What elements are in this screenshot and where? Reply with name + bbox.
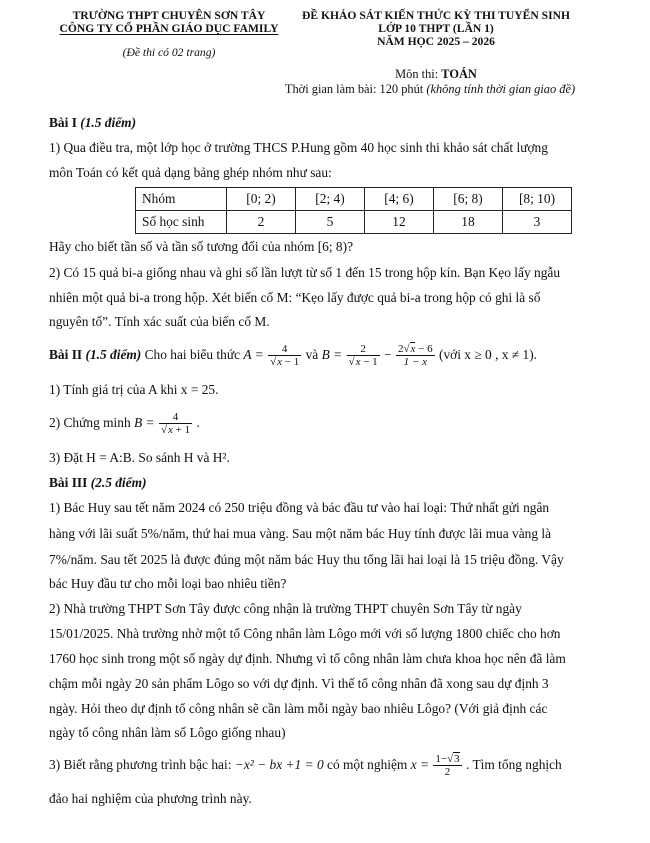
expr-b2-numerator: 2√x − 6 bbox=[397, 343, 433, 356]
bai3-heading bbox=[49, 471, 604, 495]
minus-sign: − bbox=[384, 347, 392, 362]
expr-a-lhs: A = bbox=[243, 347, 264, 362]
bai3-p2-line5: ngày. Hỏi theo dự định tổ công nhân sẽ cần làm mỗi ngày bao nhiêu Lôgo? (Với giả định các bbox=[49, 701, 548, 716]
bai1-q2-line2: nhiên một quả bi-a trong hộp. Xét biến cố M: “Kẹo lấy được quả bi-a trong hộp có ghi là số bbox=[49, 290, 541, 305]
bai2-points: (1.5 điểm) bbox=[85, 347, 142, 362]
subject-value: TOÁN bbox=[441, 67, 477, 81]
bai2-heading bbox=[49, 341, 604, 369]
expr-b-lhs: B = bbox=[321, 347, 343, 362]
exam-year: NĂM HỌC 2025 – 2026 bbox=[377, 35, 495, 48]
bai1-heading bbox=[49, 111, 604, 135]
bai2-condition: (với x ≥ 0 , x ≠ 1). bbox=[438, 347, 538, 362]
expr-a-numerator: 4 bbox=[268, 343, 301, 356]
bai3-p1-line2: hàng với lãi suất 5%/năm, thứ hai mua vàng. Sau một năm bác Huy tính được lãi mua vàng là bbox=[49, 526, 552, 541]
root-fraction: $\frac{1-√3}{2}$ bbox=[435, 753, 460, 779]
table-group-cell: [2; 4) bbox=[296, 188, 365, 211]
bai1-q2-line1: 2) Có 15 quả bi-a giống nhau và ghi số lần lượt từ số 1 đến 15 trong hộp kín. Bạn Kẹo lấy ngẫu bbox=[49, 265, 561, 280]
expr-a-fraction bbox=[268, 343, 301, 368]
expr-b1-numerator: 2 bbox=[347, 343, 380, 356]
bai3-p3-line2: đảo hai nghiệm của phương trình này. bbox=[49, 791, 252, 806]
bai3-p2-line4: chậm mỗi ngày 20 sản phẩm Lôgo so với dự định. Vì thế tổ công nhân đã xong sau dự định 3 bbox=[49, 676, 549, 691]
bai3-p2-line6: ngày tổ công nhân làm số Lôgo giống nhau) bbox=[49, 725, 286, 740]
bai2-q3: 3) Đặt H = A:B. So sánh H và H². bbox=[49, 450, 230, 465]
header-left bbox=[44, 9, 294, 59]
table-group-cell: [6; 8) bbox=[434, 188, 503, 211]
expr-a-denominator: √x − 1 bbox=[270, 356, 300, 369]
table-group-cell: [8; 10) bbox=[503, 188, 572, 211]
header-right bbox=[300, 9, 572, 48]
bai2-q1: 1) Tính giá trị của A khi x = 25. bbox=[49, 382, 219, 397]
root-lhs: x = bbox=[410, 757, 430, 772]
bai3-p3-line1: 3) Biết rằng phương trình bậc hai: −x² − bx +1 = 0 có một nghiệm x = $\frac{1-√3}{2}$ . Tìm tổng nghịch bbox=[49, 753, 562, 779]
group-table bbox=[135, 187, 572, 234]
subject-label: Môn thi: bbox=[395, 67, 439, 81]
quadratic-equation: −x² − bx +1 = 0 bbox=[234, 757, 324, 772]
bai1-q1-question: Hãy cho biết tần số và tần số tương đối của nhóm [6; 8)? bbox=[49, 239, 354, 254]
table-group-cell: [0; 2) bbox=[227, 188, 296, 211]
table-count-cell: 3 bbox=[503, 211, 572, 234]
expr-b-fraction2 bbox=[396, 343, 435, 368]
q2-lhs: B = bbox=[134, 415, 155, 430]
bai2-intro: Cho hai biểu thức bbox=[144, 347, 241, 362]
bai1-points: (1.5 điểm) bbox=[80, 115, 137, 130]
table-count-cell: 2 bbox=[227, 211, 296, 234]
bai1-q1-line1: 1) Qua điều tra, một lớp học ở trường THCS P.Hung gồm 40 học sinh thi khảo sát chất lượng bbox=[49, 140, 548, 155]
table-row bbox=[136, 211, 572, 234]
expr-b-fraction1 bbox=[347, 343, 380, 368]
bai3-points: (2.5 điểm) bbox=[90, 475, 147, 490]
bai1-q2-line3: nguyên tố”. Tính xác suất của biến cố M. bbox=[49, 314, 270, 329]
table-header-cell: Nhóm bbox=[136, 188, 227, 211]
exam-grade: LỚP 10 THPT (LẦN 1) bbox=[378, 22, 494, 35]
table-count-cell: 5 bbox=[296, 211, 365, 234]
table-group-cell: [4; 6) bbox=[365, 188, 434, 211]
bai3-p1-line3: 7%/năm. Sau tết 2025 là được đúng một năm bác Huy thu tổng lãi hai loại là 15 triệu đồng. Vậy bbox=[49, 552, 564, 567]
bai3-title: Bài III bbox=[49, 475, 88, 490]
table-count-cell: 18 bbox=[434, 211, 503, 234]
q2-fraction: $\frac{4}{√x + 1}$ bbox=[160, 411, 191, 437]
bai3-p2-line3: 1760 học sinh trong một số ngày dự định. Nhưng vì tổ công nhân làm chưa khoa học nên đã làm bbox=[49, 651, 566, 666]
page-count-note: (Đề thi có 02 trang) bbox=[122, 46, 216, 59]
expr-b2-denominator: 1 − x bbox=[403, 356, 427, 369]
subject-line bbox=[300, 67, 572, 82]
exam-title: ĐỀ KHẢO SÁT KIẾN THỨC KỲ THI TUYỂN SINH bbox=[301, 9, 570, 22]
expr-b1-denominator: √x − 1 bbox=[348, 356, 378, 369]
bai1-title: Bài I bbox=[49, 115, 77, 130]
bai3-p2-line1: 2) Nhà trường THPT Sơn Tây được công nhận là trường THPT chuyên Sơn Tây từ ngày bbox=[49, 601, 522, 616]
bai2-title: Bài II bbox=[49, 347, 83, 362]
and-word: và bbox=[305, 347, 319, 362]
time-note: (không tính thời gian giao đề) bbox=[426, 82, 576, 96]
bai1-q1-line2: môn Toán có kết quả dạng bảng ghép nhóm như sau: bbox=[49, 165, 332, 180]
bai2-q2: 2) Chứng minh B = $\frac{4}{√x + 1}$ . bbox=[49, 411, 200, 437]
table-header-cell: Số học sinh bbox=[136, 211, 227, 234]
table-count-cell: 12 bbox=[365, 211, 434, 234]
school-name: TRƯỜNG THPT CHUYÊN SƠN TÂY bbox=[72, 9, 266, 22]
time-text: Thời gian làm bài: 120 phút bbox=[284, 82, 424, 96]
time-line bbox=[220, 82, 640, 97]
table-row bbox=[136, 188, 572, 211]
company-name: CÔNG TY CỔ PHẦN GIÁO DỤC FAMILY bbox=[59, 22, 279, 35]
bai3-p1-line4: bác Huy đầu tư cho mỗi loại bao nhiêu tiền? bbox=[49, 576, 287, 591]
bai3-p1-line1: 1) Bác Huy sau tết năm 2024 có 250 triệu đồng và bác đầu tư vào hai loại: Thứ nhất gửi ngân bbox=[49, 500, 550, 515]
bai3-p2-line2: 15/01/2025. Nhà trường nhờ một tổ Công nhân làm Lôgo mới với số lượng 1800 chiếc cho hơn bbox=[49, 626, 561, 641]
